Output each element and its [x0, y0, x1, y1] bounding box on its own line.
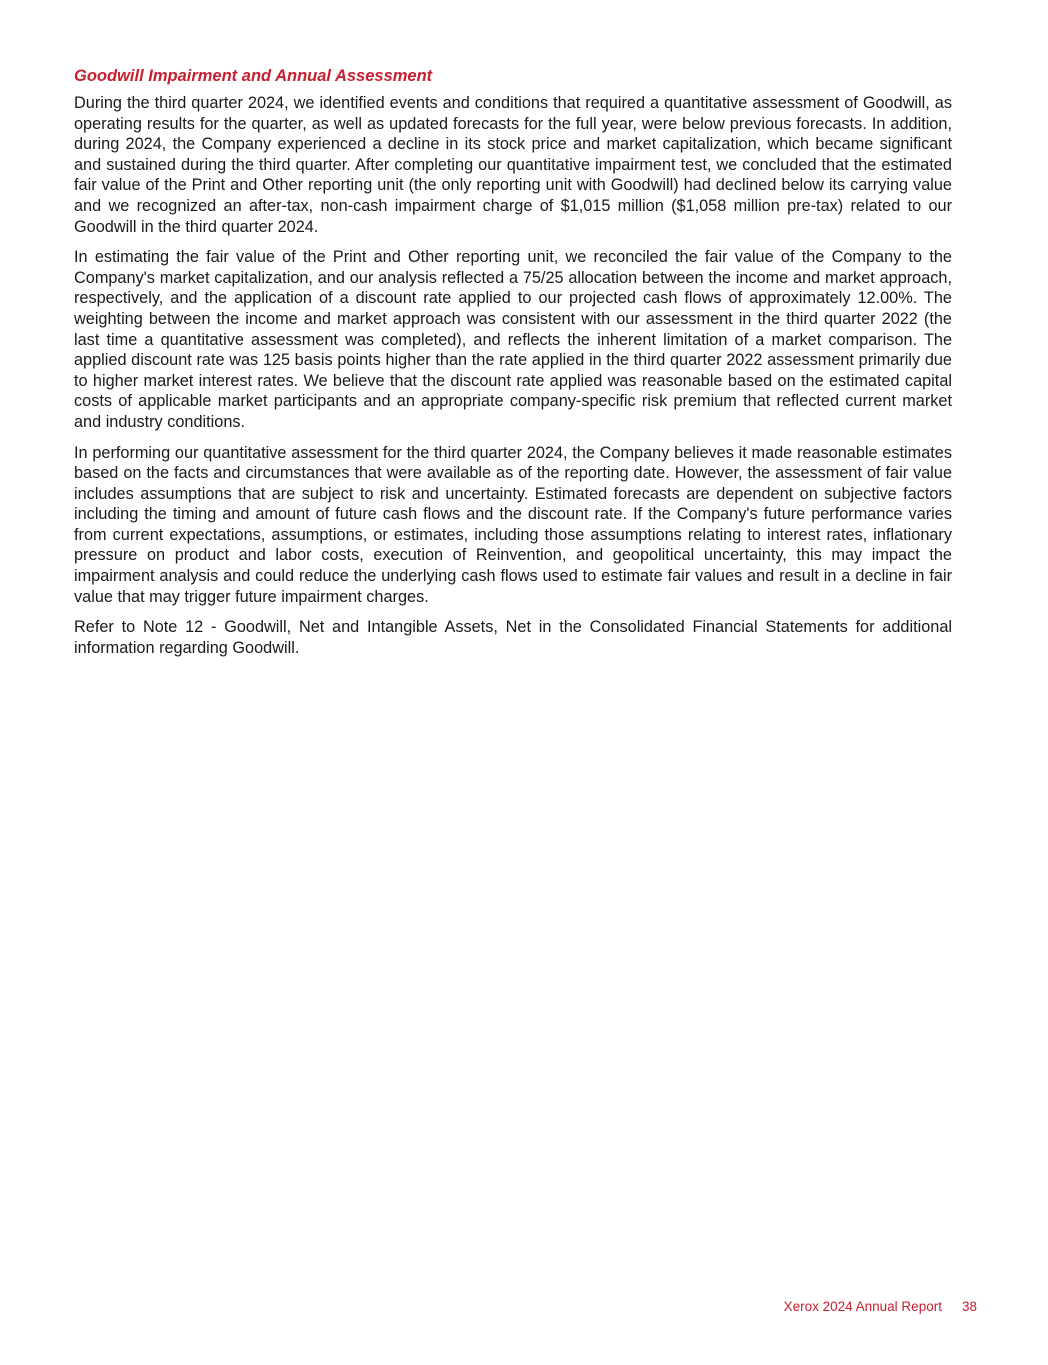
footer-report-title: Xerox 2024 Annual Report	[783, 1299, 942, 1314]
page-number: 38	[961, 1299, 977, 1314]
page-footer	[784, 1299, 977, 1314]
paragraph-fair-value-estimation: In estimating the fair value of the Print and Other reporting unit, we reconciled the fair value of the Company to the Company's market capitalization, and our analysis reflected a 75/25 allocation between the income and market approach, respectively, and the application of a discount rate applied to our projected cash flows of approximately 12.00%. The weighting between the income and market approach was consistent with our assessment in the third quarter 2022 (the last time a quantitative assessment was completed), and reflects the inherent limitation of a market comparison. The applied discount rate was 125 basis points higher than the rate applied in the third quarter 2022 assessment primarily due to higher market interest rates. We believe that the discount rate applied was reasonable based on the estimated capital costs of applicable market participants and an appropriate company-specific risk premium that reflected current market and industry conditions.	[74, 248, 952, 431]
paragraph-impairment-summary: During the third quarter 2024, we identified events and conditions that required a quantitative assessment of Goodwill, as operating results for the quarter, as well as updated forecasts for the full year, were below previous forecasts. In addition, during 2024, the Company experienced a decline in its stock price and market capitalization, which became significant and sustained during the third quarter. After completing our quantitative impairment test, we concluded that the estimated fair value of the Print and Other reporting unit (the only reporting unit with Goodwill) had declined below its carrying value and we recognized an after-tax, non-cash impairment charge of $1,015 million ($1,058 million pre-tax) related to our Goodwill in the third quarter 2024.	[74, 94, 952, 236]
paragraph-note-reference: Refer to Note 12 - Goodwill, Net and Intangible Assets, Net in the Consolidated Financial Statements for additional information regarding Goodwill.	[74, 618, 952, 657]
document-body	[74, 66, 952, 668]
paragraph-assessment-risks: In performing our quantitative assessment for the third quarter 2024, the Company believes it made reasonable estimates based on the facts and circumstances that were available as of the reporting date. However, the assessment of fair value includes assumptions that are subject to risk and uncertainty. Estimated forecasts are dependent on subjective factors including the timing and amount of future cash flows and the discount rate. If the Company's future performance varies from current expectations, assumptions, or estimates, including those assumptions relating to interest rates, inflationary pressure on product and labor costs, execution of Reinvention, and geopolitical uncertainty, this may impact the impairment analysis and could reduce the underlying cash flows used to estimate fair values and result in a decline in fair value that may trigger future impairment charges.	[74, 443, 952, 606]
section-heading: Goodwill Impairment and Annual Assessment	[74, 67, 433, 85]
